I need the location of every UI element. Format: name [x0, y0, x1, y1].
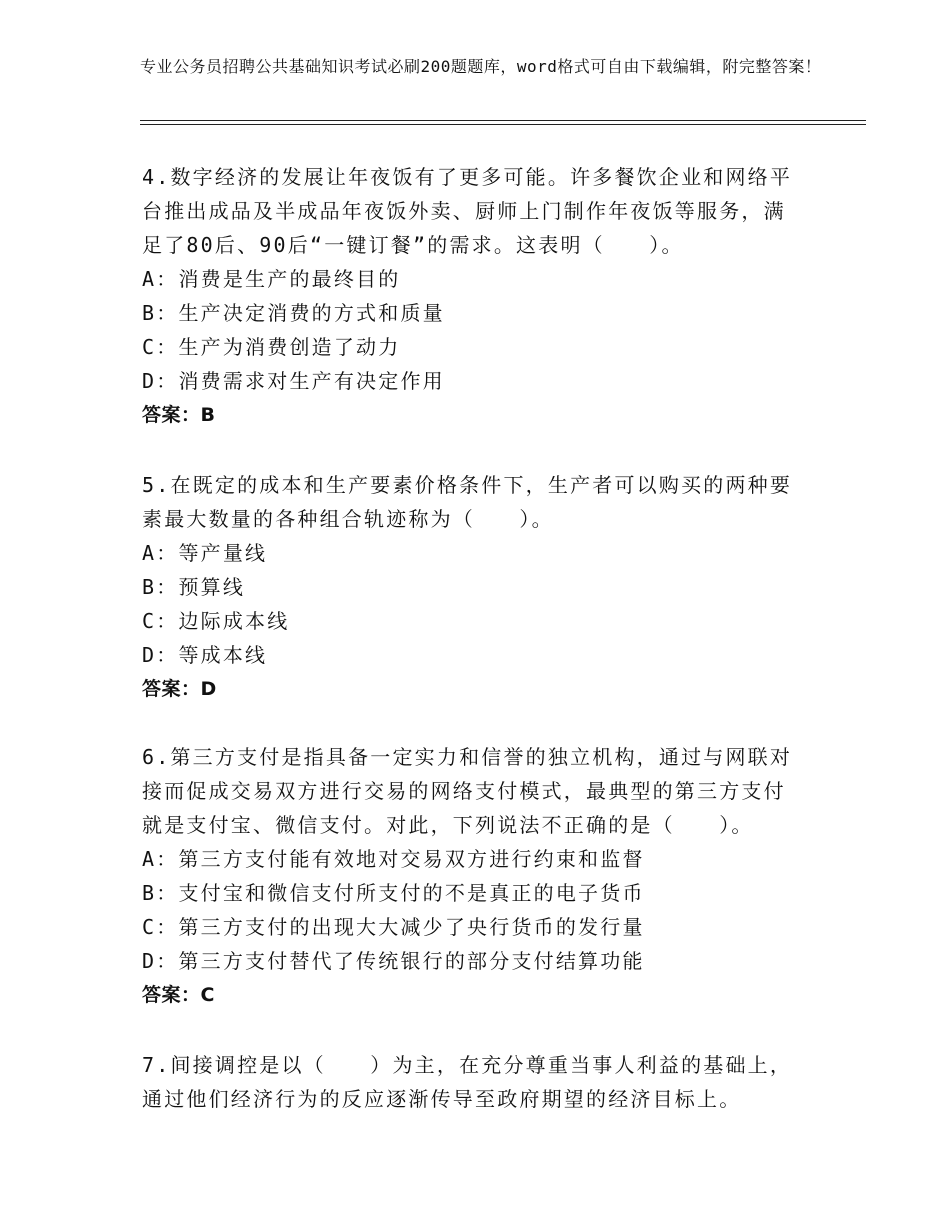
option-d: D：第三方支付替代了传统银行的部分支付结算功能	[142, 949, 645, 973]
header-divider-bottom	[140, 124, 866, 125]
option-b: B：支付宝和微信支付所支付的不是真正的电子货币	[142, 881, 645, 905]
option-c: C：生产为消费创造了动力	[142, 335, 401, 359]
answer-label: 答案：C	[142, 984, 215, 1006]
header-divider-top	[140, 120, 866, 121]
document-header: 专业公务员招聘公共基础知识考试必刷200题题库，word格式可自由下载编辑，附完整答案！	[140, 57, 822, 76]
question-text: 7.间接调控是以（ ）为主，在充分尊重当事人利益的基础上，通过他们经济行为的反应逐渐传导至政府期望的经济目标上。	[142, 1053, 793, 1111]
answer-label: 答案：D	[142, 678, 217, 700]
question-5	[142, 468, 802, 706]
option-b: B：生产决定消费的方式和质量	[142, 301, 445, 325]
question-4	[142, 160, 802, 432]
option-b: B：预算线	[142, 575, 246, 599]
question-text: 6.第三方支付是指具备一定实力和信誉的独立机构，通过与网联对接而促成交易双方进行交易的网络支付模式，最典型的第三方支付就是支付宝、微信支付。对此，下列说法不正确的是（ ）。	[142, 745, 793, 837]
question-7	[142, 1048, 802, 1116]
option-c: C：边际成本线	[142, 609, 290, 633]
answer-label: 答案：B	[142, 404, 216, 426]
option-d: D：等成本线	[142, 643, 268, 667]
option-c: C：第三方支付的出现大大减少了央行货币的发行量	[142, 915, 645, 939]
question-text: 5.在既定的成本和生产要素价格条件下，生产者可以购买的两种要素最大数量的各种组合轨迹称为（ ）。	[142, 473, 793, 531]
option-d: D：消费需求对生产有决定作用	[142, 369, 445, 393]
option-a: A：消费是生产的最终目的	[142, 267, 401, 291]
option-a: A：第三方支付能有效地对交易双方进行约束和监督	[142, 847, 645, 871]
option-a: A：等产量线	[142, 541, 268, 565]
question-text: 4.数字经济的发展让年夜饭有了更多可能。许多餐饮企业和网络平台推出成品及半成品年夜饭外卖、厨师上门制作年夜饭等服务，满足了80后、90后“一键订餐”的需求。这表明（ ）。	[142, 165, 793, 257]
question-6	[142, 740, 802, 1012]
